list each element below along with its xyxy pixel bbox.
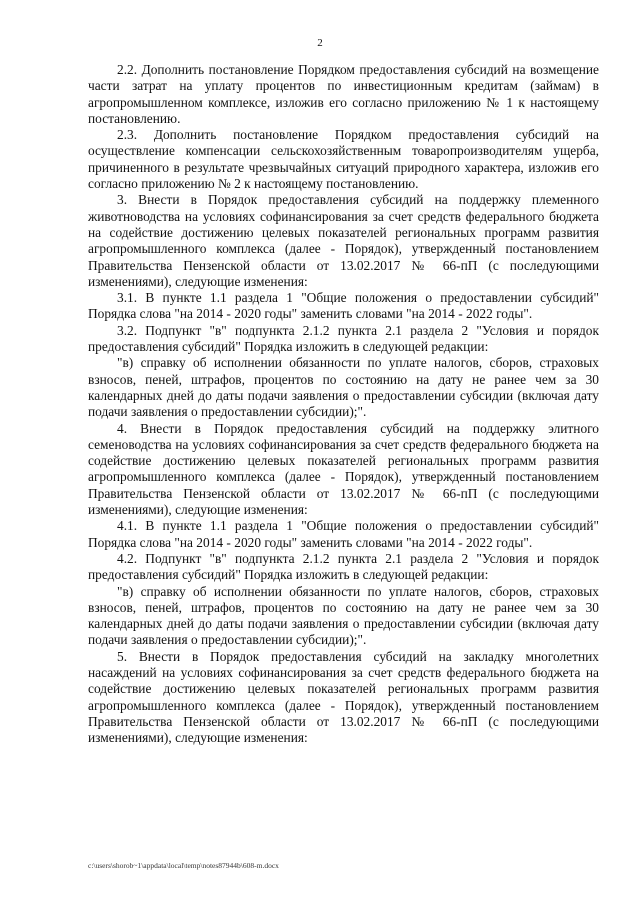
paragraph-3: 3. Внести в Порядок предоставления субсидий на поддержку племенного животноводства на условиях софинансирования за счет средств федерального бюджета на содействие достижению целевых показателей региональных программ развития агропромышленного комплекса (далее - Порядок), утвержденный постановлением Правительства Пензенской области от 13.02.2017 № 66-пП (с последующими изменениями), следующие изменения:: [88, 192, 599, 289]
paragraph-4-2: 4.2. Подпункт "в" подпункта 2.1.2 пункта 2.1 раздела 2 "Условия и порядок предоставления субсидий" Порядка изложить в следующей редакции:: [88, 550, 599, 583]
paragraph-3-2-quote: "в) справку об исполнении обязанности по уплате налогов, сборов, страховых взносов, пеней, штрафов, процентов по состоянию на дату не ранее чем за 30 календарных дней до даты подачи заявления о предоставлении субсидии (включая дату подачи заявления о предоставлении субсидии);".: [88, 355, 599, 420]
paragraph-2-3: 2.3. Дополнить постановление Порядком предоставления субсидий на осуществление компенсации сельскохозяйственным товаропроизводителям ущерба, причиненного в результате чрезвычайных ситуаций природного характера, изложив его согласно приложению № 2 к настоящему постановлению.: [88, 127, 599, 192]
paragraph-4-2-quote: "в) справку об исполнении обязанности по уплате налогов, сборов, страховых взносов, пеней, штрафов, процентов по состоянию на дату не ранее чем за 30 календарных дней до даты подачи заявления о предоставлении субсидии (включая дату подачи заявления о предоставлении субсидии);".: [88, 583, 599, 648]
paragraph-5: 5. Внести в Порядок предоставления субсидий на закладку многолетних насаждений на условиях софинансирования за счет средств федерального бюджета на содействие достижению целевых показателей региональных программ развития агропромышленного комплекса (далее - Порядок), утвержденный постановлением Правительства Пензенской области от 13.02.2017 № 66-пП (с последующими изменениями), следующие изменения:: [88, 648, 599, 746]
paragraph-4: 4. Внести в Порядок предоставления субсидий на поддержку элитного семеноводства на условиях софинансирования за счет средств федерального бюджета на содействие достижению целевых показателей региональных программ развития агропромышленного комплекса (далее - Порядок), утвержденный постановлением Правительства Пензенской области от 13.02.2017 № 66-пП (с последующими изменениями), следующие изменения:: [88, 420, 599, 518]
paragraph-3-1: 3.1. В пункте 1.1 раздела 1 "Общие положения о предоставлении субсидий" Порядка слова "на 2014 - 2020 годы" заменить словами "на 2014 - 2022 годы".: [88, 290, 599, 322]
paragraph-3-2: 3.2. Подпункт "в" подпункта 2.1.2 пункта 2.1 раздела 2 "Условия и порядок предоставления субсидий" Порядка изложить в следующей редакции:: [88, 322, 599, 355]
paragraph-4-1: 4.1. В пункте 1.1 раздела 1 "Общие положения о предоставлении субсидий" Порядка слова "на 2014 - 2020 годы" заменить словами "на 2014 - 2022 годы".: [88, 518, 599, 550]
paragraph-2-2: 2.2. Дополнить постановление Порядком предоставления субсидий на возмещение части затрат на уплату процентов по инвестиционным кредитам (займам) в агропромышленном комплексе, изложив его согласно приложению № 1 к настоящему постановлению.: [88, 62, 599, 126]
document-body: [88, 62, 599, 746]
footer-file-path: c:\users\shorob~1\appdata\local\temp\notes87944b\608-m.docx: [88, 861, 279, 870]
page-number: 2: [317, 37, 323, 49]
